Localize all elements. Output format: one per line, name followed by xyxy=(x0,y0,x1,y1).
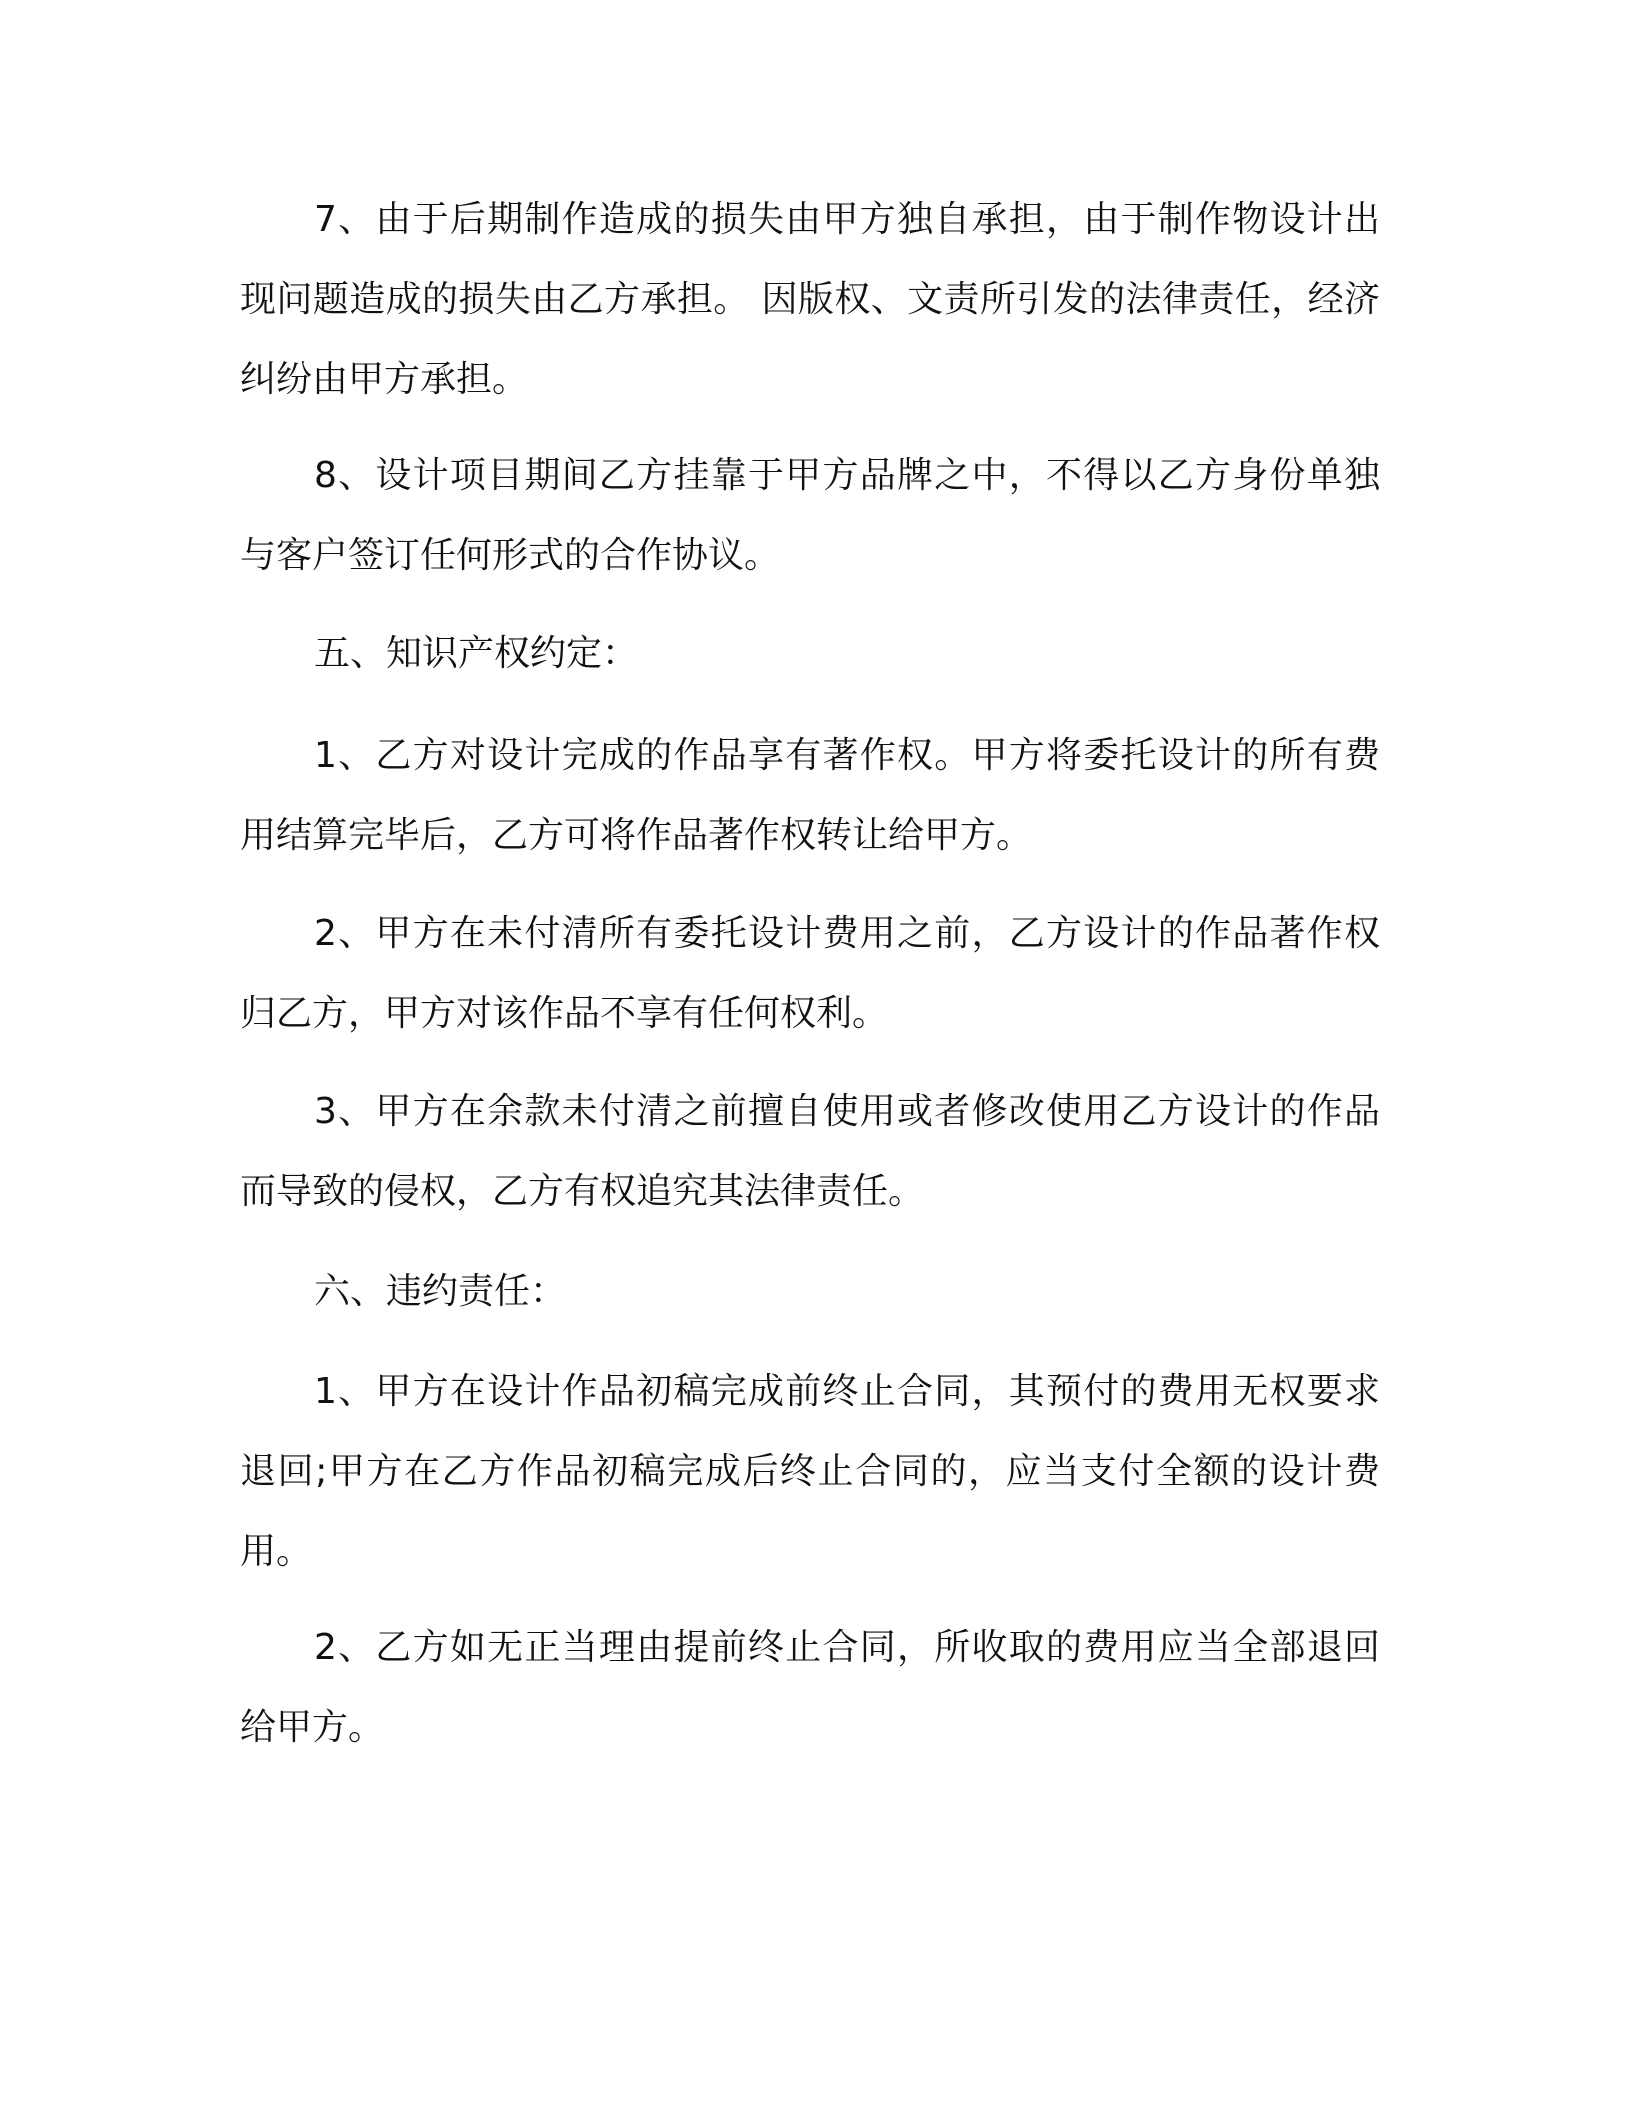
clause-7-paragraph: 7、由于后期制作造成的损失由甲方独自承担，由于制作物设计出现问题造成的损失由乙方承担。 因版权、文责所引发的法律责任，经济纠纷由甲方承担。 xyxy=(240,199,1380,400)
clause-8-paragraph: 8、设计项目期间乙方挂靠于甲方品牌之中，不得以乙方身份单独与客户签订任何形式的合作协议。 xyxy=(240,455,1380,576)
breach-clause-2-paragraph: 2、乙方如无正当理由提前终止合同，所收取的费用应当全部退回给甲方。 xyxy=(240,1627,1380,1748)
breach-clause-1-paragraph: 1、甲方在设计作品初稿完成前终止合同，其预付的费用无权要求退回;甲方在乙方作品初稿完成后终止合同的，应当支付全额的设计费用。 xyxy=(240,1371,1380,1572)
ip-clause-1-paragraph: 1、乙方对设计完成的作品享有著作权。甲方将委托设计的所有费用结算完毕后，乙方可将作品著作权转让给甲方。 xyxy=(240,735,1380,856)
section-6-heading: 六、违约责任： xyxy=(314,1271,567,1312)
ip-clause-3-paragraph: 3、甲方在余款未付清之前擅自使用或者修改使用乙方设计的作品而导致的侵权，乙方有权追究其法律责任。 xyxy=(240,1091,1380,1212)
ip-clause-2-paragraph: 2、甲方在未付清所有委托设计费用之前，乙方设计的作品著作权归乙方，甲方对该作品不享有任何权利。 xyxy=(240,913,1380,1034)
section-5-heading: 五、知识产权约定： xyxy=(314,633,639,674)
